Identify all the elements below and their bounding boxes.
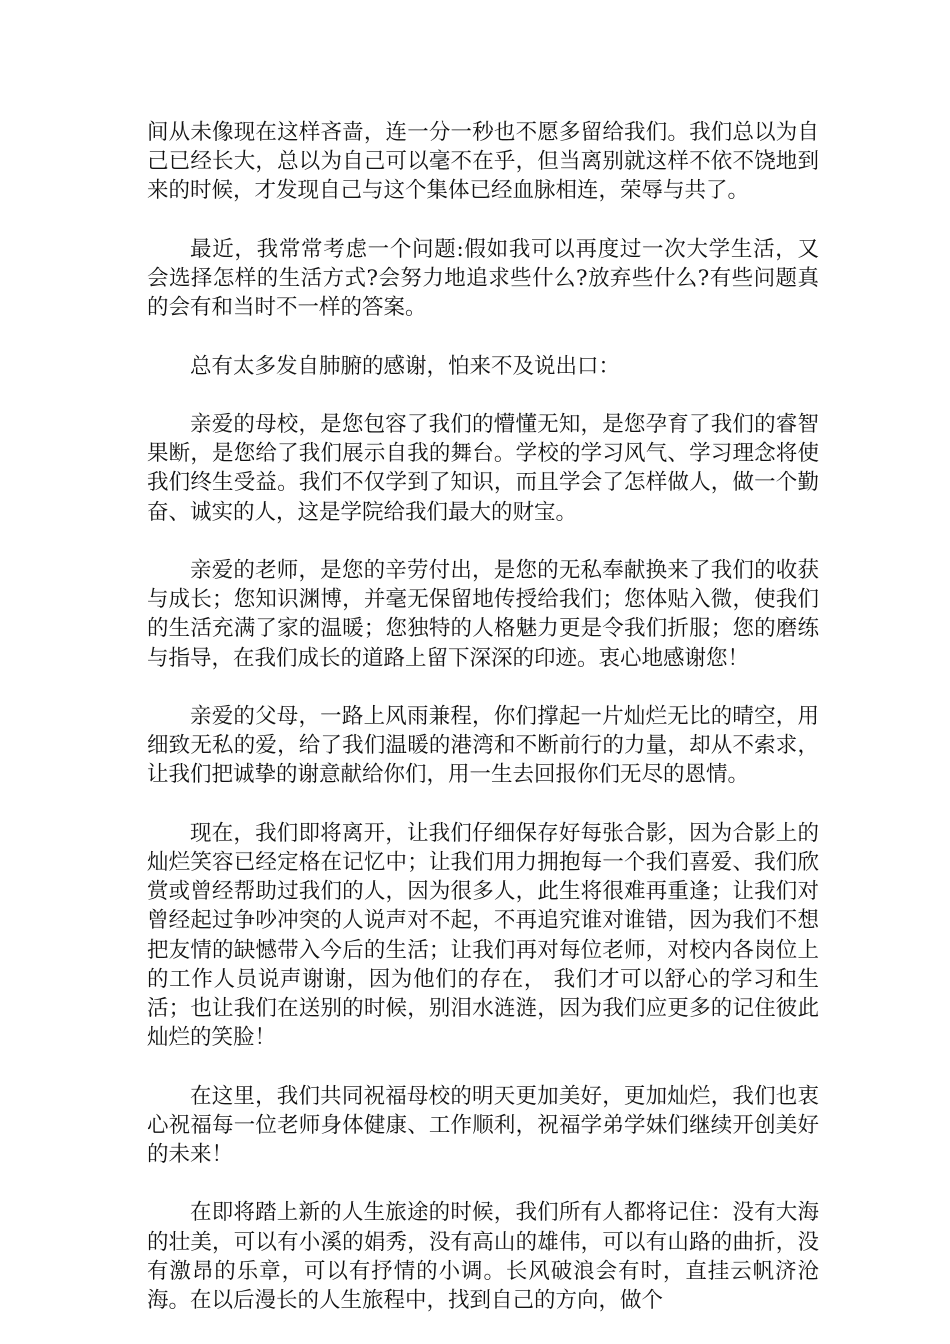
paragraph-thanks-intro: 总有太多发自肺腑的感谢，怕来不及说出口：: [190, 353, 621, 379]
paragraph-continuation: 间从未像现在这样吝啬，连一分一秒也不愿多留给我们。我们总以为自己已经长大，总以为自己可以毫不在乎，但当离别就这样不依不饶地到来的时候，才发现自己与这个集体已经血脉相连，荣辱与共了。: [147, 120, 819, 204]
paragraph-teachers: 亲爱的老师，是您的辛劳付出，是您的无私奉献换来了我们的收获与成长；您知识渊博，并毫无保留地传授给我们；您体贴入微，使我们的生活充满了家的温暖；您独特的人格魅力更是令我们折服；您的磨练与指导，在我们成长的道路上留下深深的印迹。衷心地感谢您！: [147, 557, 819, 671]
document-body: [147, 118, 819, 1315]
paragraph-future: 在即将踏上新的人生旅途的时候，我们所有人都将记住：没有大海的壮美，可以有小溪的娟秀，没有高山的雄伟，可以有山路的曲折，没有激昂的乐章，可以有抒情的小调。长风破浪会有时，直挂云帆济沧海。在以后漫长的人生旅程中，找到自己的方向，做个: [147, 1200, 819, 1313]
paragraph-parents: 亲爱的父母，一路上风雨兼程，你们撑起一片灿烂无比的晴空，用细致无私的爱，给了我们温暖的港湾和不断前行的力量，却从不索求，让我们把诚挚的谢意献给你们，用一生去回报你们无尽的恩情。: [147, 703, 819, 788]
paragraph-alma-mater: 亲爱的母校，是您包容了我们的懵懂无知，是您孕育了我们的睿智果断，是您给了我们展示自我的舞台。学校的学习风气、学习理念将使我们终生受益。我们不仅学到了知识，而且学会了怎样做人，做一个勤奋、诚实的人，这是学院给我们最大的财宝。: [147, 411, 819, 525]
paragraph-farewell: 现在，我们即将离开，让我们仔细保存好每张合影，因为合影上的灿烂笑容已经定格在记忆中；让我们用力拥抱每一个我们喜爱、我们欣赏或曾经帮助过我们的人，因为很多人，此生将很难再重逢；让我们对曾经起过争吵冲突的人说声对不起，不再追究谁对谁错，因为我们不想把友情的缺憾带入今后的生活；让我们再对每位老师，对校内各岗位上的工作人员说声谢谢，因为他们的存在， 我们才可以舒心的学习和生活；也让我们在送别的时候，别泪水涟涟，因为我们应更多的记住彼此灿烂的笑脸！: [147, 820, 819, 1051]
paragraph-blessing: 在这里，我们共同祝福母校的明天更加美好，更加灿烂，我们也衷心祝福每一位老师身体健康、工作顺利，祝福学弟学妹们继续开创美好的未来！: [147, 1083, 819, 1167]
paragraph-reflection: 最近，我常常考虑一个问题:假如我可以再度过一次大学生活，又会选择怎样的生活方式?会努力地追求些什么?放弃些什么?有些问题真的会有和当时不一样的答案。: [147, 236, 819, 321]
